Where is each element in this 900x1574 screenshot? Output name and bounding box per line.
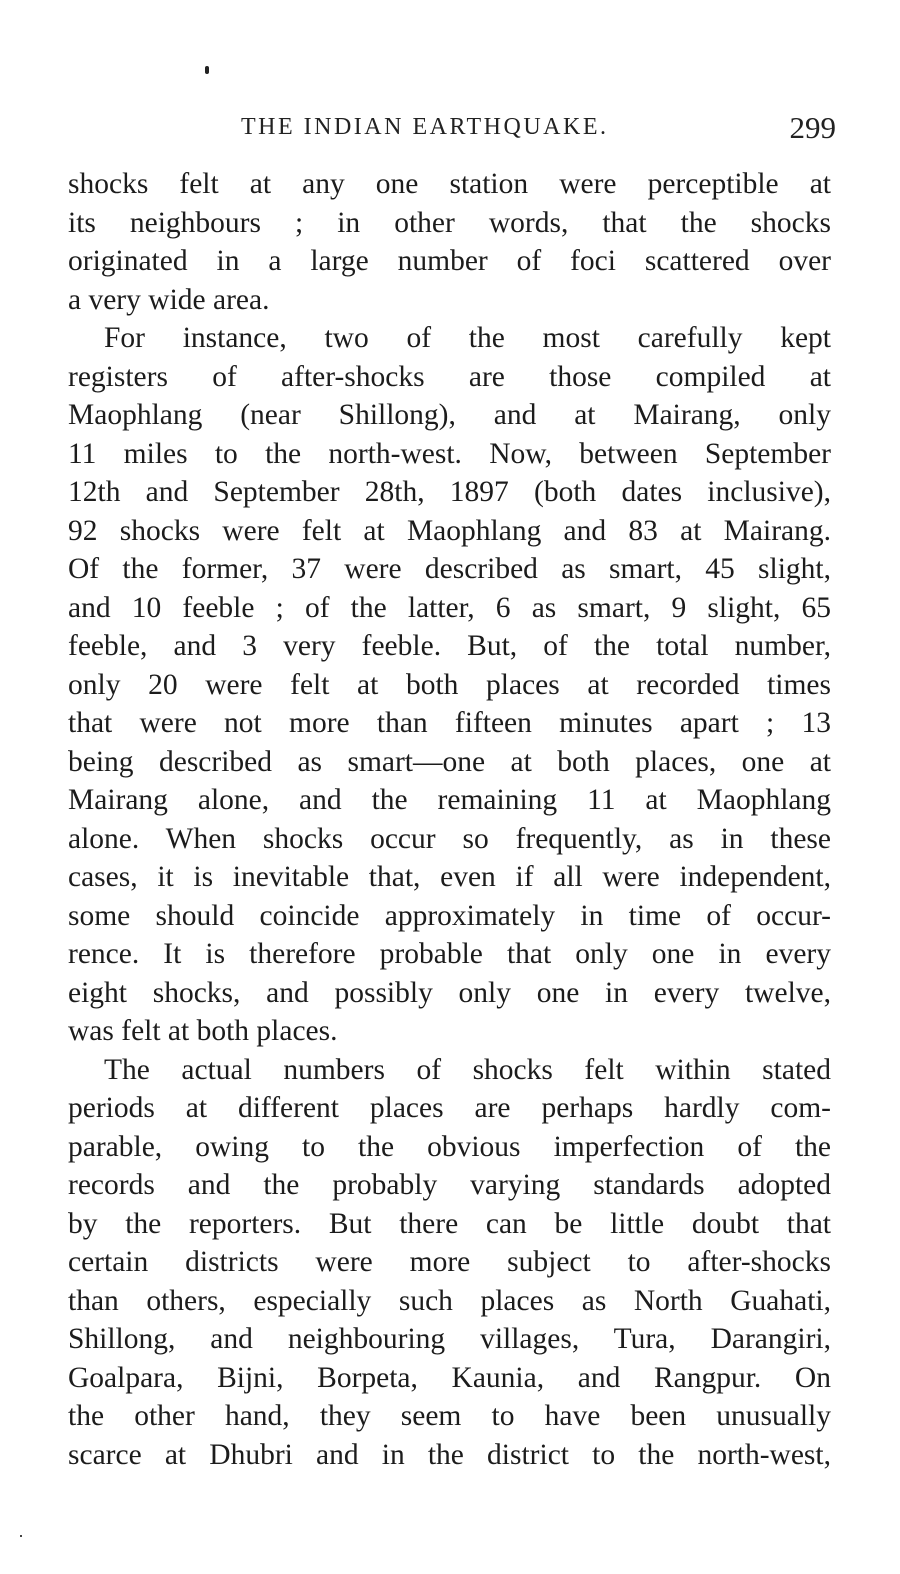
text-line: feeble, and 3 very feeble. But, of the total number, [68, 630, 831, 662]
text-line: originated in a large number of foci scattered over [68, 245, 831, 277]
text-line: 92 shocks were felt at Maophlang and 83 at Mairang. [68, 514, 831, 547]
paragraph [68, 165, 831, 319]
text-line: Mairang alone, and the remaining 11 at Maophlang [68, 784, 831, 816]
text-line: and 10 feeble ; of the latter, 6 as smart, 9 slight, 65 [68, 591, 831, 624]
text-line: the other hand, they seem to have been unusually [68, 1400, 831, 1432]
text-line: Maophlang (near Shillong), and at Mairang, only [68, 399, 831, 431]
text-line: its neighbours ; in other words, that the shocks [68, 206, 831, 239]
text-line: than others, especially such places as North Guahati, [68, 1284, 831, 1317]
text-line: being described as smart—one at both places, one at [68, 745, 831, 778]
print-speck [20, 1535, 22, 1537]
text-line: records and the probably varying standards adopted [68, 1169, 831, 1201]
text-line: alone. When shocks occur so frequently, as in these [68, 822, 831, 855]
text-line: cases, it is inevitable that, even if all were independent, [68, 861, 831, 893]
text-line: registers of after-shocks are those compiled at [68, 360, 831, 393]
text-line: shocks felt at any one station were perceptible at [68, 168, 831, 200]
text-line: only 20 were felt at both places at recorded times [68, 668, 831, 701]
text-line: Goalpara, Bijni, Borpeta, Kaunia, and Rangpur. On [68, 1361, 831, 1394]
text-line: certain districts were more subject to after-shocks [68, 1246, 831, 1278]
page-header [66, 110, 836, 154]
text-line: eight shocks, and possibly only one in every twelve, [68, 976, 831, 1009]
text-line: 12th and September 28th, 1897 (both dates inclusive), [68, 476, 831, 508]
text-line: The actual numbers of shocks felt within stated [104, 1053, 831, 1086]
page-number: 299 [789, 110, 836, 145]
text-line: 11 miles to the north-west. Now, between September [68, 437, 831, 470]
body-text [68, 165, 831, 1474]
text-line: parable, owing to the obvious imperfection of the [68, 1130, 831, 1163]
text-line: scarce at Dhubri and in the district to the north-west, [68, 1438, 831, 1471]
text-line: a very wide area. [68, 283, 270, 316]
text-line: rence. It is therefore probable that only one in every [68, 938, 831, 970]
paragraph [68, 1051, 831, 1475]
running-title: THE INDIAN EARTHQUAKE. [241, 114, 609, 140]
text-line: Of the former, 37 were described as smart, 45 slight, [68, 553, 831, 585]
print-speck [205, 66, 209, 74]
text-line: some should coincide approximately in time of occur- [68, 899, 831, 932]
paragraph [68, 319, 831, 1051]
text-line: periods at different places are perhaps hardly com- [68, 1092, 831, 1124]
text-line: that were not more than fifteen minutes apart ; 13 [68, 707, 831, 739]
text-line: by the reporters. But there can be little doubt that [68, 1207, 831, 1240]
text-line: For instance, two of the most carefully kept [104, 322, 831, 354]
text-line: was felt at both places. [68, 1015, 338, 1047]
text-line: Shillong, and neighbouring villages, Tura, Darangiri, [68, 1323, 831, 1355]
